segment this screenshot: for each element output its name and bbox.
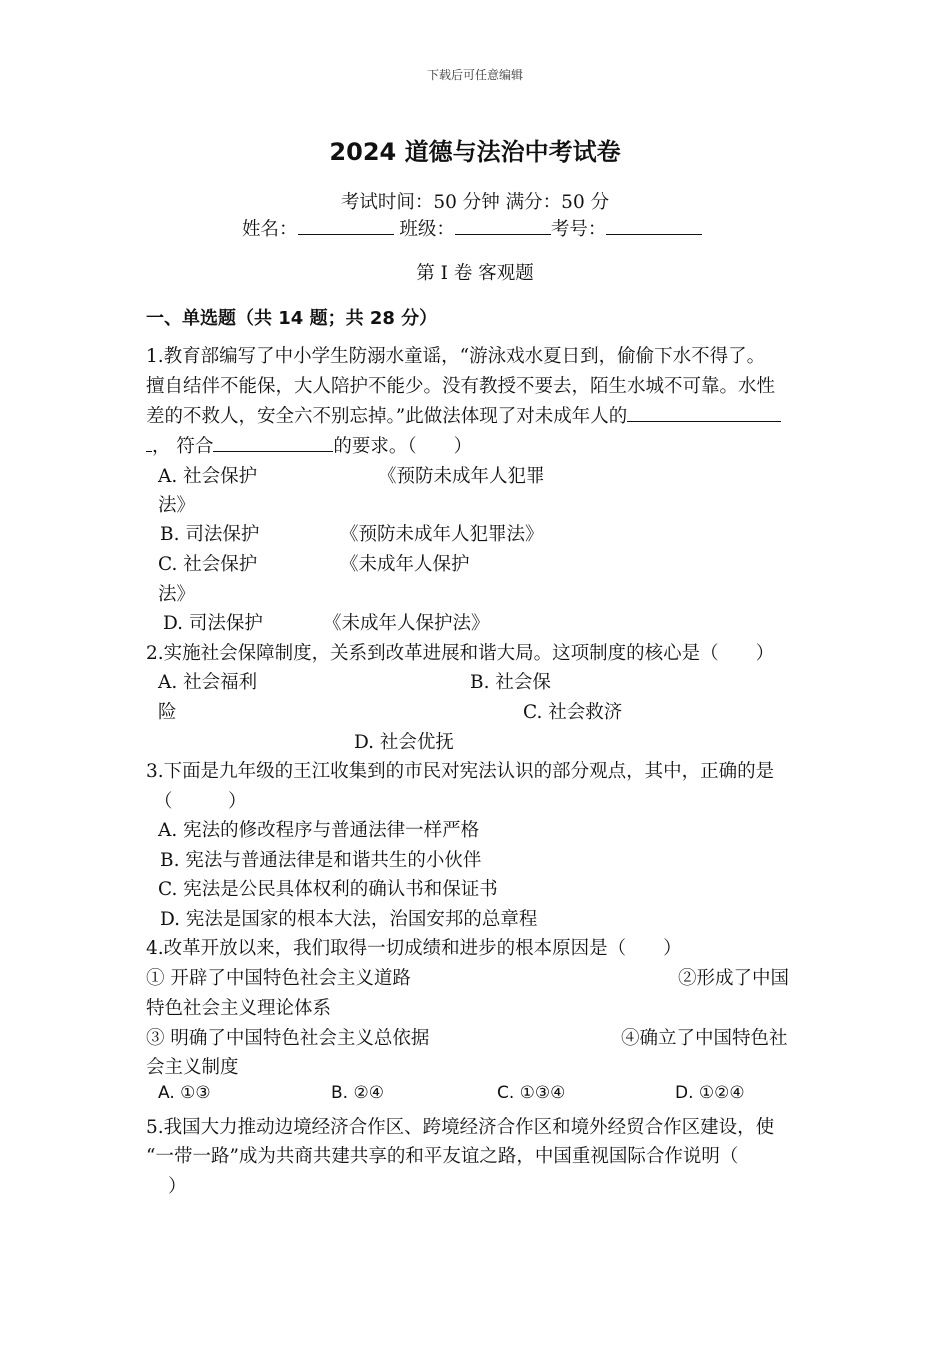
q3-option-d[interactable]: D. 宪法是国家的根本大法，治国安邦的总章程 xyxy=(160,909,538,930)
q1-blank-1[interactable] xyxy=(627,404,781,422)
q1-line-2: 擅自结伴不能保，大人陪护不能少。没有教授不要去，陌生水城不可靠。水性 xyxy=(146,376,776,397)
section-title: 一、单选题（共 14 题；共 28 分） xyxy=(146,308,438,329)
q3-paren: （ ） xyxy=(154,791,247,812)
q4-statement-4: ④确立了中国特色社 xyxy=(621,1028,788,1049)
q4-statement-2: ②形成了中国 xyxy=(678,968,790,989)
q1-option-a-law: 《预防未成年人犯罪 xyxy=(378,466,545,487)
q5-line-2: “一带一路”成为共商共建共享的和平友谊之路，中国重视国际合作说明（ xyxy=(146,1146,739,1167)
q1-option-b-law: 《预防未成年人犯罪法》 xyxy=(340,524,544,545)
q4-option-a[interactable]: A. ①③ xyxy=(158,1083,211,1103)
q4-statement-2-end: 特色社会主义理论体系 xyxy=(146,998,332,1019)
q1-option-a-law-end: 法》 xyxy=(158,495,196,516)
q1-option-d-law: 《未成年人保护法》 xyxy=(323,613,490,634)
q1-line-4b: 的要求。（ ） xyxy=(333,436,473,457)
q3-option-c[interactable]: C. 宪法是公民具体权利的确认书和保证书 xyxy=(158,879,498,900)
number-blank[interactable] xyxy=(606,217,702,235)
q2-option-b-end: 险 xyxy=(158,702,177,723)
q3-option-a[interactable]: A. 宪法的修改程序与普通法律一样严格 xyxy=(158,820,480,841)
q2-option-b[interactable]: B. 社会保 xyxy=(470,672,551,693)
volume-title: 第 I 卷 客观题 xyxy=(416,263,534,284)
header-note: 下载后可任意编辑 xyxy=(426,68,523,82)
q4-statement-1: ① 开辟了中国特色社会主义道路 xyxy=(146,968,411,989)
student-info-row xyxy=(242,215,702,241)
name-blank[interactable] xyxy=(298,217,394,235)
q4-option-c[interactable]: C. ①③④ xyxy=(497,1083,566,1103)
q5-line-3: ） xyxy=(168,1176,187,1197)
q3-stem: 3.下面是九年级的王江收集到的市民对宪法认识的部分观点，其中，正确的是 xyxy=(146,761,775,782)
q1-option-d[interactable]: D. 司法保护 xyxy=(163,613,263,634)
q1-option-c-law: 《未成年人保护 xyxy=(340,554,470,575)
page-title: 2024 道德与法治中考试卷 xyxy=(329,138,621,166)
q1-blank-2[interactable] xyxy=(213,434,333,452)
name-label: 姓名： xyxy=(242,219,298,240)
class-label: 班级： xyxy=(399,219,455,240)
q1-line-3 xyxy=(146,402,781,428)
q1-line-4 xyxy=(146,432,472,458)
q4-statement-4-end: 会主义制度 xyxy=(146,1057,239,1078)
q4-option-d[interactable]: D. ①②④ xyxy=(675,1083,745,1103)
number-label: 考号： xyxy=(550,219,607,240)
q1-line-1: 1.教育部编写了中小学生防溺水童谣，“游泳戏水夏日到，偷偷下水不得了。 xyxy=(146,346,766,367)
q1-option-b[interactable]: B. 司法保护 xyxy=(160,524,260,545)
exam-info: 考试时间：50 分钟 满分：50 分 xyxy=(340,192,610,213)
q4-option-b[interactable]: B. ②④ xyxy=(331,1083,384,1103)
q4-stem: 4.改革开放以来，我们取得一切成绩和进步的根本原因是（ ） xyxy=(146,938,682,959)
class-blank[interactable] xyxy=(455,217,551,235)
q3-option-b[interactable]: B. 宪法与普通法律是和谐共生的小伙伴 xyxy=(160,850,482,871)
q1-option-a[interactable]: A. 社会保护 xyxy=(158,466,258,487)
q2-stem: 2.实施社会保障制度，关系到改革进展和谐大局。这项制度的核心是（ ） xyxy=(146,643,775,664)
q1-option-c[interactable]: C. 社会保护 xyxy=(158,554,258,575)
q1-line-3-text: 差的不救人，安全六不别忘掉。”此做法体现了对未成年人的 xyxy=(146,406,628,427)
q4-statement-3: ③ 明确了中国特色社会主义总依据 xyxy=(146,1028,430,1049)
q1-line-4a: ， 符合 xyxy=(152,436,214,457)
q2-option-c[interactable]: C. 社会救济 xyxy=(523,702,623,723)
q2-option-a[interactable]: A. 社会福利 xyxy=(158,672,258,693)
q5-line-1: 5.我国大力推动边境经济合作区、跨境经济合作区和境外经贸合作区建设，使 xyxy=(146,1117,775,1138)
q1-option-c-law-end: 法》 xyxy=(158,584,196,605)
q2-option-d[interactable]: D. 社会优抚 xyxy=(354,732,454,753)
